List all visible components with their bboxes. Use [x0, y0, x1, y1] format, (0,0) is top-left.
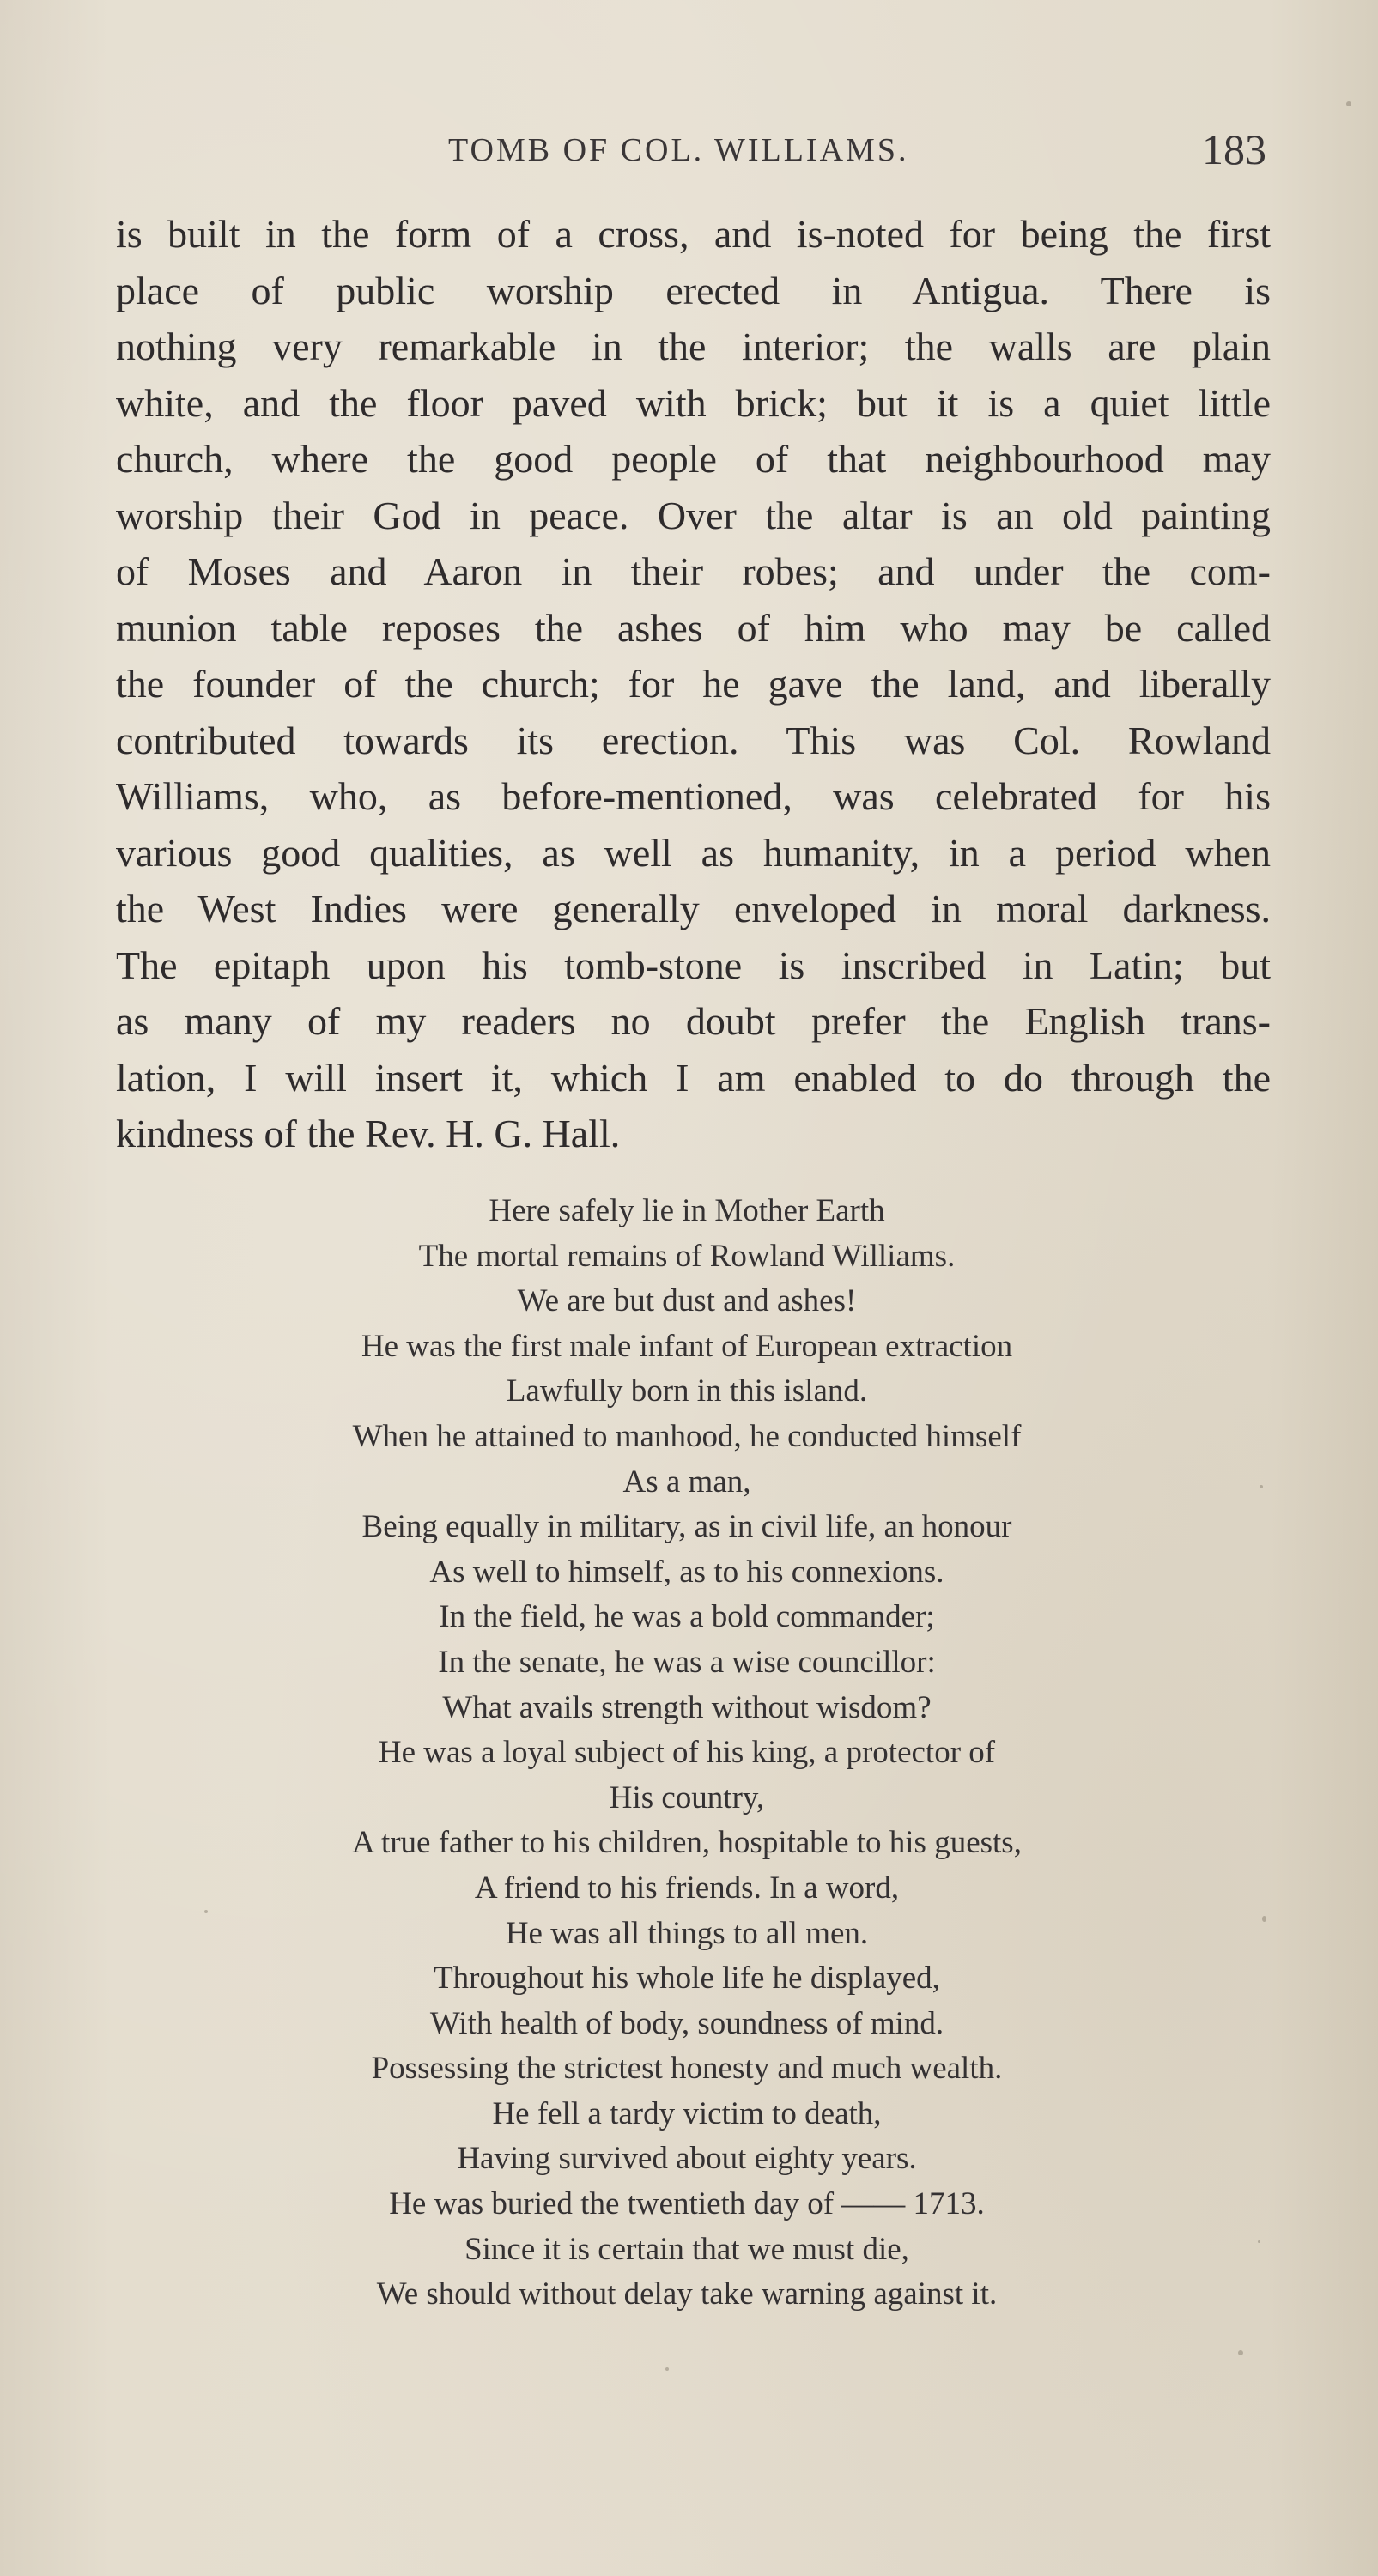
paper-speck	[1346, 101, 1351, 106]
verse-line: Possessing the strictest honesty and much wealth.	[371, 2051, 1003, 2087]
text-line: lation, I will insert it, which I am enabled to do through the	[116, 1055, 1271, 1100]
verse-line: A friend to his friends. In a word,	[474, 1870, 900, 1906]
text-line: munion table reposes the ashes of him who may be called	[116, 605, 1271, 650]
verse-line: As well to himself, as to his connexions.	[429, 1554, 944, 1590]
running-head: TOMB OF COL. WILLIAMS.	[448, 132, 909, 168]
text-line: place of public worship erected in Antigua. There is	[116, 268, 1271, 312]
verse-line: We are but dust and ashes!	[517, 1283, 857, 1319]
verse-line: With health of body, soundness of mind.	[429, 2005, 944, 2041]
verse-line: What avails strength without wisdom?	[442, 1689, 932, 1725]
verse-line: The mortal remains of Rowland Williams.	[418, 1238, 956, 1274]
text-line: as many of my readers no doubt prefer the English trans-	[116, 999, 1271, 1043]
verse-line: He was a loyal subject of his king, a protector of	[378, 1735, 996, 1771]
epitaph-verse	[172, 1189, 1202, 2318]
paper-speck	[665, 2367, 669, 2371]
text-line: The epitaph upon his tomb-stone is inscribed in Latin; but	[116, 943, 1271, 987]
text-line: contributed towards its erection. This was Col. Rowland	[116, 718, 1271, 762]
text-line: is built in the form of a cross, and is-noted for being the first	[116, 212, 1271, 256]
text-line: various good qualities, as well as humanity, in a period when	[116, 830, 1271, 875]
verse-line: As a man,	[622, 1464, 751, 1500]
text-line: the West Indies were generally enveloped in moral darkness.	[116, 887, 1271, 930]
verse-line: He was all things to all men.	[505, 1915, 869, 1951]
text-line: worship their God in peace. Over the altar is an old painting	[116, 493, 1271, 537]
verse-line: His country,	[609, 1779, 765, 1815]
verse-line: In the field, he was a bold commander;	[439, 1599, 935, 1635]
verse-line: Being equally in military, as in civil life, an honour	[361, 1509, 1012, 1545]
verse-line: A true father to his children, hospitable to his guests,	[352, 1825, 1022, 1861]
verse-line: Here safely lie in Mother Earth	[489, 1193, 885, 1228]
verse-line: Since it is certain that we must die,	[464, 2231, 909, 2267]
verse-line: Having survived about eighty years.	[457, 2141, 917, 2177]
text-line: the founder of the church; for he gave the land, and liberally	[116, 662, 1271, 706]
verse-line: Throughout his whole life he displayed,	[434, 1961, 940, 1997]
verse-line: We should without delay take warning against it.	[376, 2276, 998, 2312]
body-paragraph	[116, 206, 1271, 1162]
verse-line: He was buried the twentieth day of —— 1713.	[389, 2186, 985, 2222]
verse-line: When he attained to manhood, he conducted himself	[352, 1418, 1022, 1454]
paper-speck	[204, 1910, 208, 1913]
text-line: nothing very remarkable in the interior; the walls are plain	[116, 324, 1271, 368]
paper-speck	[1260, 1485, 1263, 1488]
text-line: church, where the good people of that neighbourhood may	[116, 437, 1271, 481]
verse-line: In the senate, he was a wise councillor:	[438, 1644, 936, 1680]
text-line: Williams, who, as before-mentioned, was celebrated for his	[116, 774, 1271, 818]
verse-line: He fell a tardy victim to death,	[492, 2095, 882, 2131]
text-line: white, and the floor paved with brick; but it is a quiet little	[116, 380, 1271, 425]
verse-line: He was the first male infant of European extraction	[361, 1328, 1013, 1364]
paper-speck	[1258, 2240, 1260, 2243]
page-number: 183	[1202, 125, 1266, 173]
paper-speck	[1238, 2350, 1243, 2355]
text-line: of Moses and Aaron in their robes; and under the com-	[116, 549, 1271, 593]
paper-speck	[1262, 1916, 1266, 1922]
page-header	[112, 124, 1266, 176]
verse-line: Lawfully born in this island.	[506, 1373, 868, 1409]
text-line: kindness of the Rev. H. G. Hall.	[116, 1112, 621, 1155]
